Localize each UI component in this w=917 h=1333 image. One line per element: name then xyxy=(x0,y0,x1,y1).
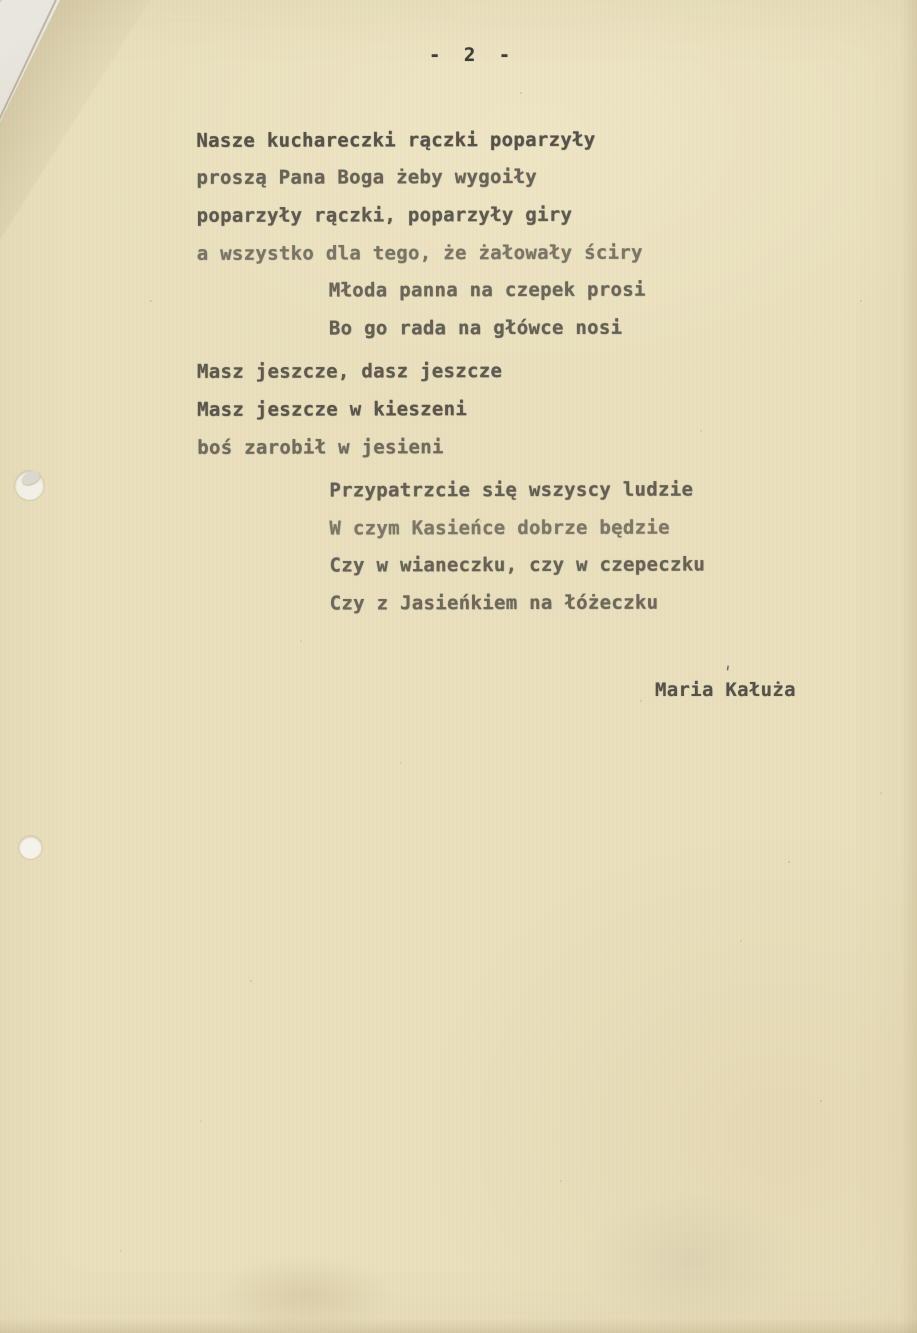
poem-line: Masz jeszcze w kieszeni xyxy=(197,398,468,421)
poem-line: proszą Pana Boga żeby wygoiły xyxy=(196,166,537,190)
poem-line: Masz jeszcze, dasz jeszcze xyxy=(196,360,503,384)
poem-line: Bo go rada na główce nosi xyxy=(328,316,623,340)
poem-line: Czy z Jasieńkiem na łóżeczku xyxy=(329,591,659,615)
poem-line: boś zarobił w jesieni xyxy=(197,435,444,459)
poem-line: a wszystko dla tego, że żałowały ściry xyxy=(196,241,643,265)
poem-line: Młoda panna na czepek prosi xyxy=(328,278,646,302)
poem-line: poparzyły rączki, poparzyły giry xyxy=(196,203,573,227)
paper-speckles xyxy=(0,0,2,2)
stray-pen-mark: ' xyxy=(720,662,734,684)
torn-paper-flap xyxy=(19,469,41,487)
page-number: - 2 - xyxy=(429,44,512,66)
poem-line: Nasze kuchareczki rączki poparzyły xyxy=(196,128,596,152)
punch-hole-top xyxy=(15,471,44,500)
poem-line: W czym Kasieńce dobrze będzie xyxy=(329,516,670,540)
poem-line: Czy w wianeczku, czy w czepeczku xyxy=(329,553,706,577)
poem-text-block xyxy=(196,120,817,622)
punch-hole-bottom xyxy=(19,836,42,859)
author-signature: Maria Kałuża xyxy=(655,679,796,701)
poem-line: Przypatrzcie się wszyscy ludzie xyxy=(329,478,694,502)
